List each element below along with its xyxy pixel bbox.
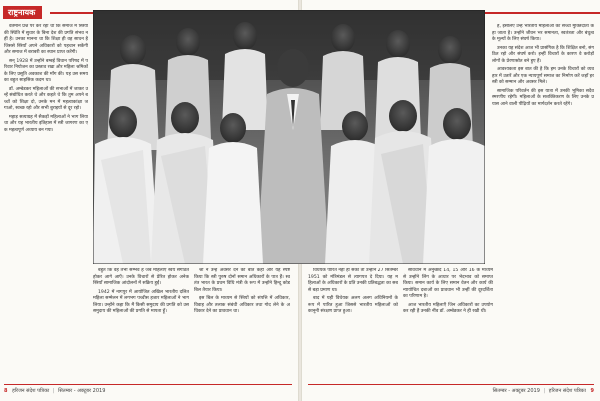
paragraph: आवश्यकता इस बात की है कि हम उनके विचारों को व्यवहार में उतारें और एक न्यायपूर्ण समाज का निर्माण करें जहाँ हर स्त्री को सम्मान और अवसर मिले। [492,67,594,85]
paragraph: बहुत कि वह तभी सम्भव है जब महिलाएँ स्वयं संगठित होकर आगे आएँ। उनके विचारों से प्रेरित होकर अनेक स्त्रियाँ सामाजिक आंदोलनों में सक्रिय हुईं। [93,268,189,286]
paragraph: बाद में यही विधेयक अलग अलग अधिनियमों के रूप में पारित हुआ जिससे भारतीय महिलाओं को कानूनी संरक्षण प्राप्त हुआ। [308,296,398,314]
page-number: 8 [4,388,8,394]
footer-rule [4,384,292,385]
magazine-name: हरिजन संदेश पत्रिका [548,388,586,394]
paragraph: संविधान में अनुच्छेद 14, 15 और 16 के माध्यम से उन्होंने लिंग के आधार पर भेदभाव को समाप्त किया। समान कार्य के लिए समान वेतन और कार्य की न्यायोचित दशाओं का प्रावधान भी उन्हीं की दूरदर्शिता का परिणाम है। [403,268,493,299]
article-column-4 [308,268,398,380]
paragraph: महाड़ सत्याग्रह में सैकड़ों महिलाओं ने भाग लिया था और यह भारतीय इतिहास में स्त्री जागरण का एक महत्वपूर्ण अध्याय बन गया। [4,114,88,133]
paragraph: वर्तमान प्रश्न पर कर रहा था कि समाज में स्त्रियों की स्थिति में सुधार के बिना देश की प्रगति संभव नहीं है। उनका मानना था कि शिक्षा ही वह साधन है जिससे स्त्रियाँ अपने अधिकारों को पहचान सकेंगी और समाज में बराबरी का स्थान प्राप्त करेंगी। [4,24,88,55]
paragraph: है, इसलिए उन्हें भारतीय महिलाओं का सच्चा मुक्तिदाता कहा जाता है। उन्होंने जीवन भर समानता, स्वतंत्रता और बंधुत्व के मूल्यों के लिए संघर्ष किया। [492,24,594,42]
paragraph: आज भारतीय महिलाएँ जिन अधिकारों का उपयोग कर रही हैं उनकी नींव डॉ. अम्बेडकर ने ही रखी थी। [403,302,493,314]
paragraph: विधेयक पारित नहीं हो सका तो उन्होंने 27 सितम्बर 1951 को मंत्रिमंडल से त्यागपत्र दे दिया। यह महिलाओं के अधिकारों के प्रति उनकी प्रतिबद्धता का सबसे बड़ा प्रमाण था। [308,268,398,293]
paragraph: डॉ. अम्बेडकर महिलाओं की सभाओं में जाकर उन्हें संबोधित करते थे और कहते थे कि तुम अपने बच्चों को शिक्षा दो, उनके मन में महत्वाकांक्षा जगाओ, स्वच्छ रहो और सभी बुराइयों से दूर रहो। [4,86,88,111]
paragraph: श्री ने उन्हें अवसर देने की बात कही और यह स्पष्ट किया कि स्त्री पुरुष दोनों समान अधिकारों के पात्र हैं। स्वतंत्र भारत के प्रथम विधि मंत्री के रूप में उन्होंने हिन्दू कोड बिल तैयार किया। [194,268,290,293]
left-page-footer [4,386,292,396]
footer-separator: | [543,388,546,394]
magazine-name: हरिजन संदेश पत्रिका [12,388,50,394]
page-number: 9 [590,388,594,394]
group-photo [93,10,485,264]
article-column-3 [194,268,290,380]
article-column-5 [403,268,493,380]
right-page-footer [308,386,594,396]
footer-rule [308,384,594,385]
paragraph: उनका यह संदेश आज भी प्रासंगिक है कि शिक्षित बनो, संगठित रहो और संघर्ष करो। इन्हीं विचारों के कारण वे करोड़ों लोगों के प्रेरणास्रोत बने हुए हैं। [492,45,594,64]
paragraph: इस बिल के माध्यम से स्त्रियों को संपत्ति में अधिकार, विवाह और तलाक संबंधी अधिकार तथा गोद लेने के अधिकार देने का प्रावधान था। [194,296,290,314]
issue-date: सितम्बर - अक्टूबर 2019 [58,388,106,394]
issue-date: सितम्बर - अक्टूबर 2019 [492,388,540,394]
paragraph: सामाजिक परिवर्तन की इस यात्रा में उनकी भूमिका सदैव स्मरणीय रहेगी। महिलाओं के सशक्तिकरण के लिए उनके प्रयास आने वाली पीढ़ियों का मार्गदर्शन करते रहेंगे। [492,88,594,107]
footer-separator: | [52,388,55,394]
section-title: राष्ट्रनायक [3,6,42,19]
article-column-2 [93,268,189,380]
article-column-6 [492,24,594,380]
article-column-1 [4,24,88,380]
group-photo-image [93,10,485,264]
paragraph: सन् 1928 में उन्होंने बम्बई विधान परिषद में परिवार नियोजन का प्रस्ताव रखा और महिला श्रमिकों के लिए प्रसूति अवकाश की माँग की। यह उस समय का बहुत साहसिक कदम था। [4,58,88,83]
paragraph: 1942 में नागपुर में आयोजित अखिल भारतीय दलित महिला सम्मेलन में लगभग पच्चीस हजार महिलाओं ने भाग लिया। उन्होंने कहा कि मैं किसी समुदाय की प्रगति को उस समुदाय की महिलाओं की प्रगति से मापता हूँ। [93,289,189,314]
